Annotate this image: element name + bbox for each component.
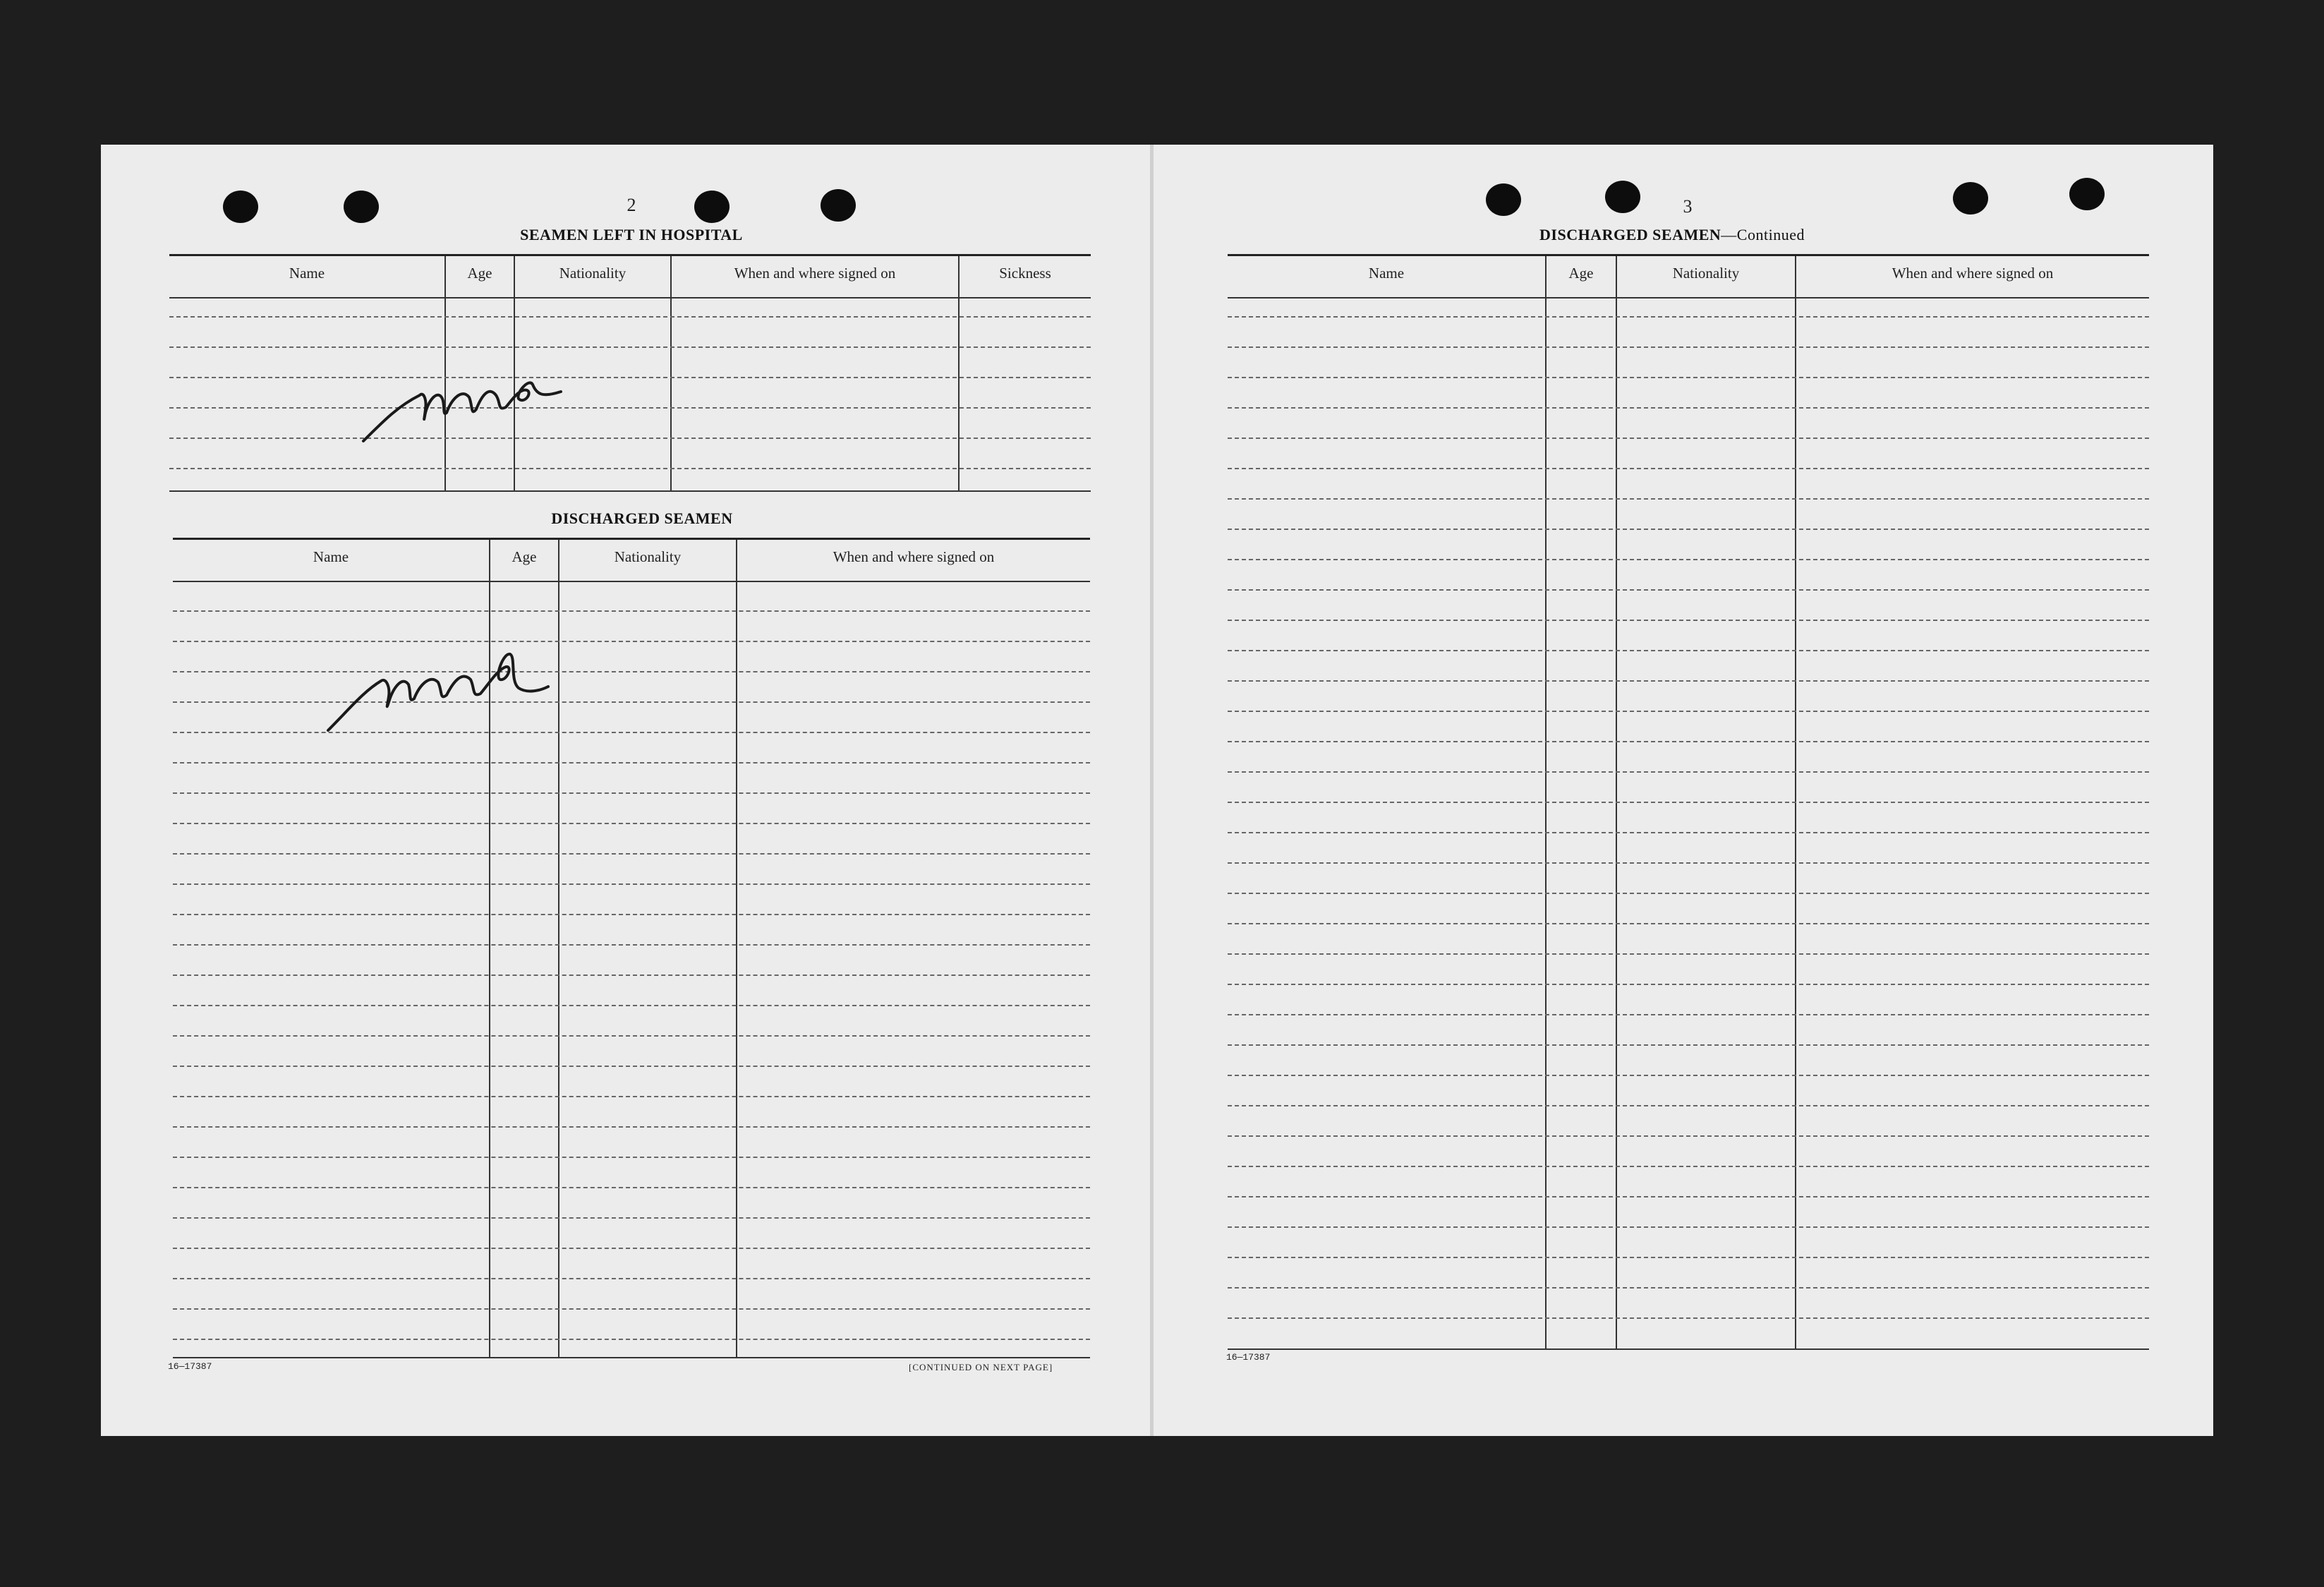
table-row [1228, 1044, 2149, 1046]
punch-hole [223, 191, 258, 223]
table-row [1228, 832, 2149, 833]
table-row [1228, 741, 2149, 742]
discharged-table-header [1228, 256, 2149, 298]
table-row [1228, 529, 2149, 530]
table-row [1228, 377, 2149, 378]
punch-hole [1486, 183, 1521, 216]
discharged-continued-title [1475, 226, 1870, 244]
table-row [173, 1278, 1090, 1279]
table-row [173, 1339, 1090, 1340]
column-divider [958, 256, 960, 490]
col-header-signed-on: When and where signed on [734, 265, 896, 282]
table-row [173, 974, 1090, 976]
table-row [173, 671, 1090, 672]
table-row [1228, 316, 2149, 318]
table-row [173, 1248, 1090, 1249]
table-row [1228, 893, 2149, 894]
table-row [1228, 1105, 2149, 1106]
table-row [173, 944, 1090, 946]
table-row [1228, 407, 2149, 409]
table-row [1228, 1226, 2149, 1228]
table-row [1228, 498, 2149, 500]
col-header-nationality: Nationality [1672, 265, 1740, 282]
table-row [1228, 923, 2149, 924]
table-row [173, 762, 1090, 764]
col-header-age: Age [467, 265, 492, 282]
col-header-name: Name [313, 548, 349, 565]
table-row [1228, 680, 2149, 682]
table-row [1228, 1166, 2149, 1167]
table-row [173, 732, 1090, 733]
table-row [169, 468, 1091, 469]
page-number-left: 2 [627, 195, 636, 215]
table-row [1228, 468, 2149, 469]
table-row [1228, 1075, 2149, 1076]
col-header-nationality: Nationality [614, 548, 682, 565]
table-row [169, 377, 1091, 378]
table-row [173, 1126, 1090, 1128]
table-row [173, 1096, 1090, 1097]
form-number-right: 16—17387 [1226, 1352, 1271, 1363]
col-header-age: Age [512, 548, 537, 565]
punch-hole [821, 189, 856, 222]
column-divider [558, 540, 559, 1357]
table-row [173, 1308, 1090, 1310]
table-row [1228, 953, 2149, 955]
table-row [173, 1217, 1090, 1219]
table-row [1228, 1317, 2149, 1319]
table-row [173, 1157, 1090, 1158]
column-divider [736, 540, 737, 1357]
title-continued: —Continued [1721, 226, 1805, 243]
col-header-sickness: Sickness [999, 265, 1051, 282]
table-row [1228, 650, 2149, 651]
table-row [173, 610, 1090, 612]
table-row [1228, 438, 2149, 439]
col-header-signed-on: When and where signed on [833, 548, 995, 565]
col-header-signed-on: When and where signed on [1892, 265, 2054, 282]
column-divider [670, 256, 672, 490]
col-header-name: Name [1368, 265, 1405, 282]
table-row [1228, 984, 2149, 985]
table-row [173, 853, 1090, 855]
hospital-table [169, 254, 1091, 492]
discharged-table-left [173, 538, 1090, 1358]
table-row [1228, 559, 2149, 560]
punch-hole [694, 191, 730, 223]
table-row [169, 316, 1091, 318]
form-number-left: 16—17387 [168, 1361, 212, 1372]
table-row [169, 346, 1091, 348]
table-row [173, 1187, 1090, 1188]
col-header-name: Name [289, 265, 325, 282]
page-number-right: 3 [1683, 196, 1693, 217]
table-row [1228, 1135, 2149, 1137]
table-row [1228, 620, 2149, 621]
page-fold [1150, 145, 1154, 1436]
continued-note: [CONTINUED ON NEXT PAGE] [909, 1362, 1053, 1372]
table-row [173, 701, 1090, 703]
table-row [1228, 1257, 2149, 1258]
table-row [1228, 802, 2149, 803]
table-row [1228, 1196, 2149, 1197]
table-row [1228, 771, 2149, 773]
col-header-nationality: Nationality [559, 265, 627, 282]
table-row [173, 914, 1090, 915]
punch-hole [2069, 178, 2105, 210]
table-row [173, 1035, 1090, 1037]
hospital-table-header [169, 256, 1091, 298]
punch-hole [344, 191, 379, 223]
discharged-section-title: DISCHARGED SEAMEN [551, 509, 733, 527]
handwritten-none-hospital [356, 356, 568, 448]
table-row [173, 823, 1090, 824]
table-row [1228, 589, 2149, 591]
table-row [173, 1066, 1090, 1067]
col-header-age: Age [1568, 265, 1594, 282]
hospital-section-title: SEAMEN LEFT IN HOSPITAL [520, 226, 743, 243]
table-row [1228, 346, 2149, 348]
discharged-table-header [173, 540, 1090, 582]
table-row [173, 1005, 1090, 1006]
table-row [1228, 862, 2149, 864]
handwritten-none-discharged [321, 639, 554, 737]
punch-hole [1605, 181, 1640, 213]
table-row [169, 407, 1091, 409]
discharged-table-right [1228, 254, 2149, 1350]
table-row [1228, 1014, 2149, 1015]
table-row [173, 883, 1090, 885]
table-row [169, 438, 1091, 439]
table-row [1228, 1287, 2149, 1289]
punch-hole [1953, 182, 1988, 215]
table-row [1228, 711, 2149, 712]
table-row [173, 641, 1090, 642]
title-main: DISCHARGED SEAMEN [1539, 226, 1721, 243]
table-row [173, 792, 1090, 794]
